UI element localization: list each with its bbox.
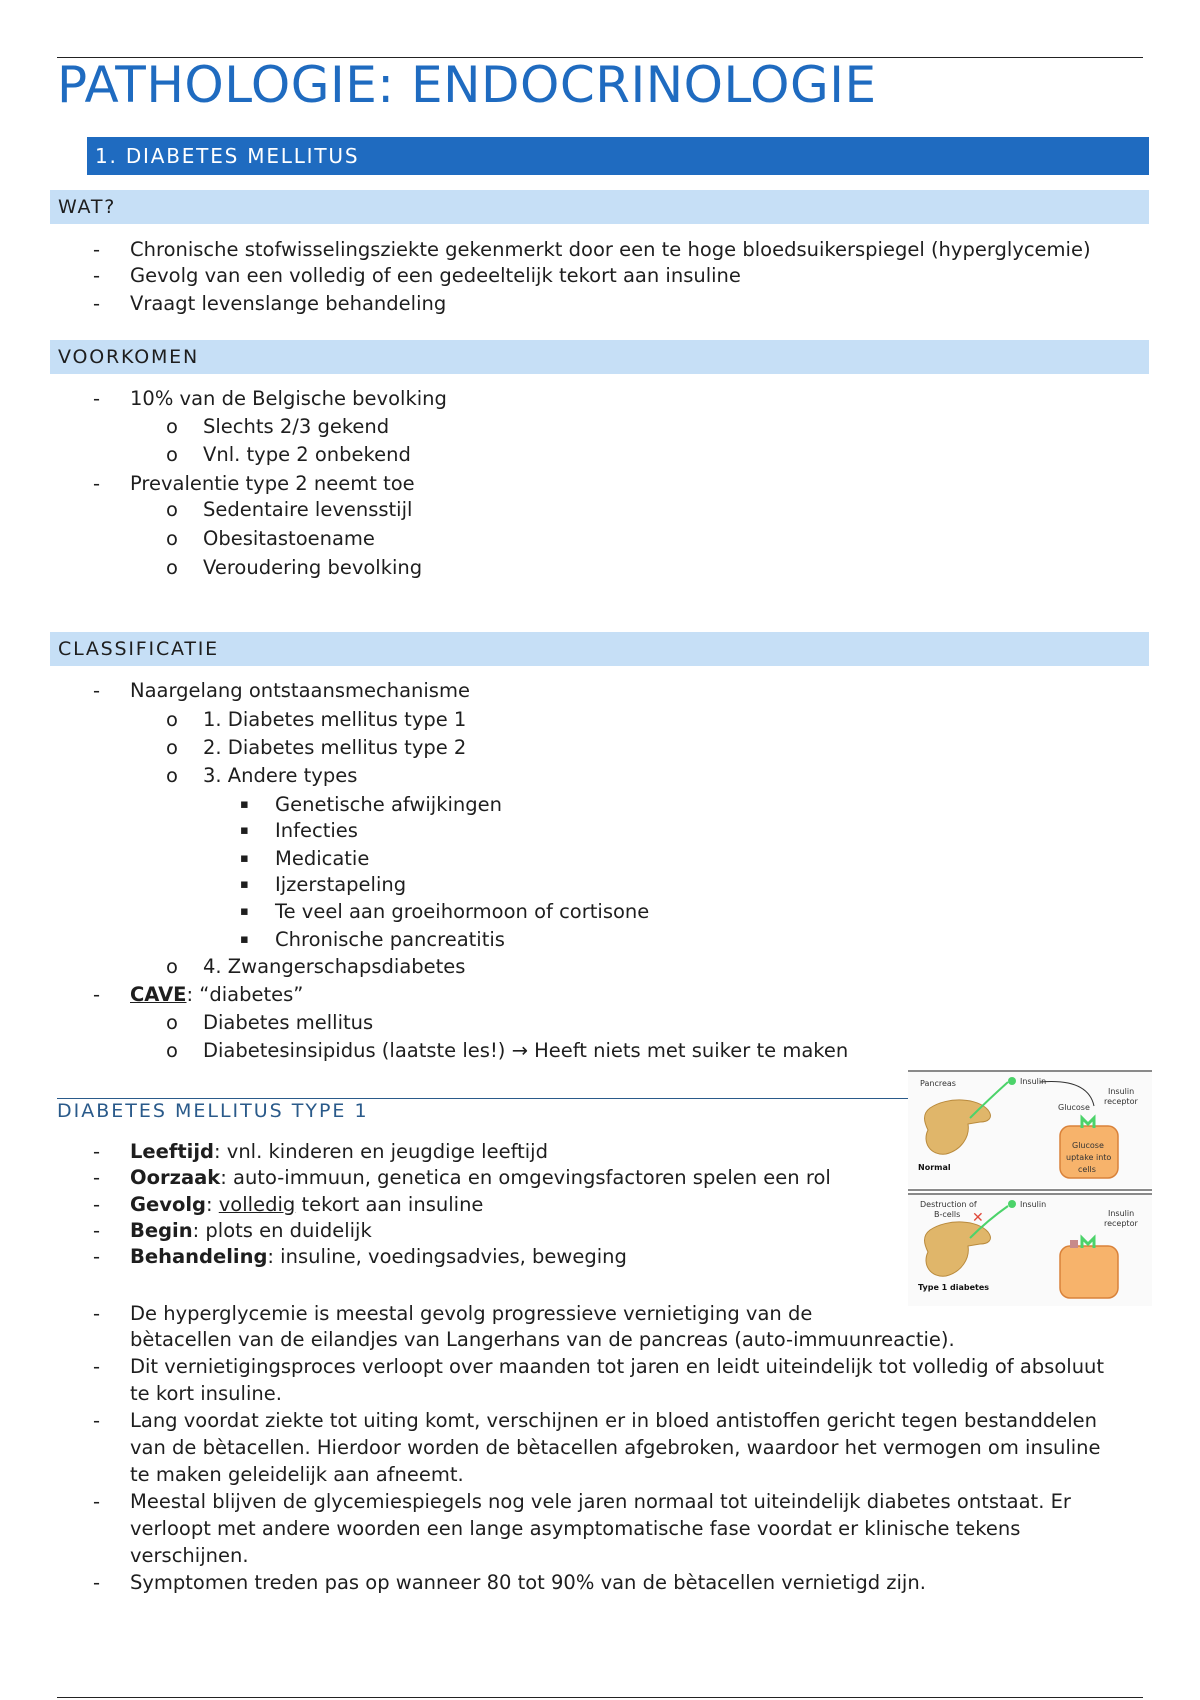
- fact-text: : insuline, voedingsadvies, beweging: [267, 1245, 627, 1268]
- list-item: 2. Diabetes mellitus type 2: [203, 736, 467, 759]
- paragraph-line: bètacellen van de eilandjes van Langerhans van de pancreas (auto-immuunreactie).: [130, 1328, 955, 1351]
- list-item: Genetische afwijkingen: [275, 793, 503, 816]
- fact-gevolg: [130, 1191, 483, 1218]
- insulin-dot-icon: [1008, 1200, 1016, 1208]
- cave-text: : “diabetes”: [186, 983, 304, 1006]
- insulin-figure: [908, 1070, 1152, 1306]
- subheading-wat: WAT?: [50, 190, 1149, 224]
- list-item: 1. Diabetes mellitus type 1: [203, 708, 467, 731]
- fact-text: tekort aan insuline: [295, 1193, 484, 1216]
- figure-panel-normal: [908, 1071, 1152, 1188]
- cave-label: CAVE: [130, 983, 187, 1006]
- bottom-rule: [57, 1697, 1143, 1698]
- cell-icon: [1060, 1246, 1118, 1298]
- page-title: PATHOLOGIE: ENDOCRINOLOGIE: [57, 56, 877, 114]
- figure-label: Insulin: [1020, 1077, 1047, 1086]
- list-item: 3. Andere types: [203, 764, 358, 787]
- list-item: Chronische pancreatitis: [275, 928, 505, 951]
- list-bullet: -: [93, 472, 101, 495]
- list-item: 4. Zwangerschapsdiabetes: [203, 955, 466, 978]
- list-item: Obesitastoename: [203, 527, 375, 550]
- figure-label: Insulin: [1108, 1209, 1135, 1218]
- fact-text: : vnl. kinderen en jeugdige leeftijd: [214, 1140, 548, 1163]
- fact-label: Leeftijd: [130, 1140, 215, 1163]
- list-bullet: -: [93, 983, 101, 1006]
- list-item: Infecties: [275, 819, 358, 842]
- list-bullet: o: [166, 955, 178, 978]
- blocked-receptor-icon: [1070, 1240, 1078, 1248]
- insulin-dot-icon: [1008, 1077, 1016, 1085]
- list-bullet: -: [93, 1166, 101, 1189]
- list-item: 10% van de Belgische bevolking: [130, 387, 447, 410]
- list-bullet: -: [93, 1571, 101, 1594]
- paragraph-line: Lang voordat ziekte tot uiting komt, verschijnen er in bloed antistoffen gericht tegen bestanddelen: [130, 1409, 1097, 1432]
- fact-leeftijd: [130, 1138, 548, 1165]
- list-bullet: -: [93, 1193, 101, 1216]
- list-bullet: -: [93, 1140, 101, 1163]
- figure-label: Pancreas: [920, 1079, 956, 1088]
- list-item: Te veel aan groeihormoon of cortisone: [275, 900, 650, 923]
- list-bullet: -: [93, 1355, 101, 1378]
- list-bullet: -: [93, 264, 101, 287]
- list-item: Ijzerstapeling: [275, 873, 407, 896]
- list-bullet: ▪: [240, 932, 249, 947]
- subheading-voorkomen: VOORKOMEN: [50, 340, 1149, 374]
- paragraph-line: Symptomen treden pas op wanneer 80 tot 90% van de bètacellen vernietigd zijn.: [130, 1571, 926, 1594]
- figure-caption: Normal: [918, 1163, 951, 1172]
- fact-separator: :: [205, 1193, 219, 1216]
- figure-label: Insulin: [1020, 1200, 1047, 1209]
- list-item: Veroudering bevolking: [203, 556, 423, 579]
- figure-label: receptor: [1104, 1219, 1138, 1228]
- fact-emphasis: volledig: [218, 1193, 296, 1216]
- list-bullet: o: [166, 736, 178, 759]
- list-item: Sedentaire levensstijl: [203, 498, 413, 521]
- list-bullet: o: [166, 1011, 178, 1034]
- fact-label: Begin: [130, 1219, 193, 1242]
- list-item: Diabetesinsipidus (laatste les!) → Heeft niets met suiker te maken: [203, 1039, 849, 1062]
- destroyed-cross-icon: ✕: [972, 1210, 984, 1226]
- fact-text: : auto-immuun, genetica en omgevingsfactoren spelen een rol: [220, 1166, 831, 1189]
- list-bullet: o: [166, 1039, 178, 1062]
- list-bullet: -: [93, 292, 101, 315]
- paragraph-line: Dit vernietigingsproces verloopt over maanden tot jaren en leidt uiteindelijk tot volledig of absoluut: [130, 1355, 1105, 1378]
- paragraph-line: Meestal blijven de glycemiespiegels nog vele jaren normaal tot uiteindelijk diabetes ontstaat. Er: [130, 1490, 1071, 1513]
- figure-panel-type1: [908, 1190, 1152, 1306]
- heading-rule: [57, 1098, 910, 1099]
- paragraph-line: van de bètacellen. Hierdoor worden de bètacellen afgebroken, waardoor het vermogen om insuline: [130, 1436, 1101, 1459]
- cave-item: [130, 981, 303, 1008]
- list-bullet: -: [93, 238, 101, 261]
- figure-label: B-cells: [934, 1210, 961, 1219]
- figure-label: uptake into: [1066, 1153, 1112, 1162]
- list-bullet: ▪: [240, 823, 249, 838]
- list-bullet: -: [93, 1409, 101, 1432]
- list-bullet: o: [166, 498, 178, 521]
- list-bullet: -: [93, 1245, 101, 1268]
- figure-label: receptor: [1104, 1097, 1138, 1106]
- list-bullet: o: [166, 443, 178, 466]
- figure-label: Destruction of: [920, 1200, 977, 1209]
- list-bullet: o: [166, 527, 178, 550]
- list-bullet: o: [166, 556, 178, 579]
- list-bullet: o: [166, 764, 178, 787]
- figure-label: Insulin: [1108, 1087, 1135, 1096]
- list-item: Prevalentie type 2 neemt toe: [130, 472, 415, 495]
- list-bullet: -: [93, 1219, 101, 1242]
- fact-behandeling: [130, 1243, 627, 1270]
- paragraph-line: De hyperglycemie is meestal gevolg progressieve vernietiging van de: [130, 1302, 813, 1325]
- subheading-classificatie: CLASSIFICATIE: [50, 632, 1149, 666]
- fact-oorzaak: [130, 1164, 831, 1191]
- list-bullet: ▪: [240, 877, 249, 892]
- figure-label: Glucose: [1072, 1141, 1104, 1150]
- list-item: Slechts 2/3 gekend: [203, 415, 390, 438]
- list-bullet: o: [166, 708, 178, 731]
- list-bullet: -: [93, 679, 101, 702]
- section-heading-diabetes: 1. DIABETES MELLITUS: [87, 137, 1149, 175]
- list-bullet: ▪: [240, 904, 249, 919]
- figure-label: Glucose: [1058, 1103, 1090, 1112]
- list-item: Diabetes mellitus: [203, 1011, 374, 1034]
- list-item: Vraagt levenslange behandeling: [130, 292, 447, 315]
- list-bullet: ▪: [240, 797, 249, 812]
- fact-label: Oorzaak: [130, 1166, 221, 1189]
- fact-begin: [130, 1217, 372, 1244]
- list-bullet: ▪: [240, 851, 249, 866]
- subheading-type1: DIABETES MELLITUS TYPE 1: [57, 1100, 369, 1122]
- list-bullet: -: [93, 1490, 101, 1513]
- figure-caption: Type 1 diabetes: [918, 1283, 990, 1292]
- fact-label: Gevolg: [130, 1193, 206, 1216]
- list-bullet: -: [93, 387, 101, 410]
- paragraph-line: verschijnen.: [130, 1544, 249, 1567]
- fact-text: : plots en duidelijk: [192, 1219, 372, 1242]
- paragraph-line: te kort insuline.: [130, 1382, 282, 1405]
- figure-label: cells: [1078, 1165, 1096, 1174]
- fact-label: Behandeling: [130, 1245, 268, 1268]
- list-item: Naargelang ontstaansmechanisme: [130, 679, 470, 702]
- list-item: Gevolg van een volledig of een gedeeltelijk tekort aan insuline: [130, 264, 741, 287]
- list-bullet: -: [93, 1302, 101, 1325]
- paragraph-line: verloopt met andere woorden een lange asymptomatische fase voordat er klinische tekens: [130, 1517, 1021, 1540]
- list-item: Chronische stofwisselingsziekte gekenmerkt door een te hoge bloedsuikerspiegel (hyperglycemie): [130, 238, 1091, 261]
- list-bullet: o: [166, 415, 178, 438]
- list-item: Vnl. type 2 onbekend: [203, 443, 411, 466]
- list-item: Medicatie: [275, 847, 370, 870]
- paragraph-line: te maken geleidelijk aan afneemt.: [130, 1463, 464, 1486]
